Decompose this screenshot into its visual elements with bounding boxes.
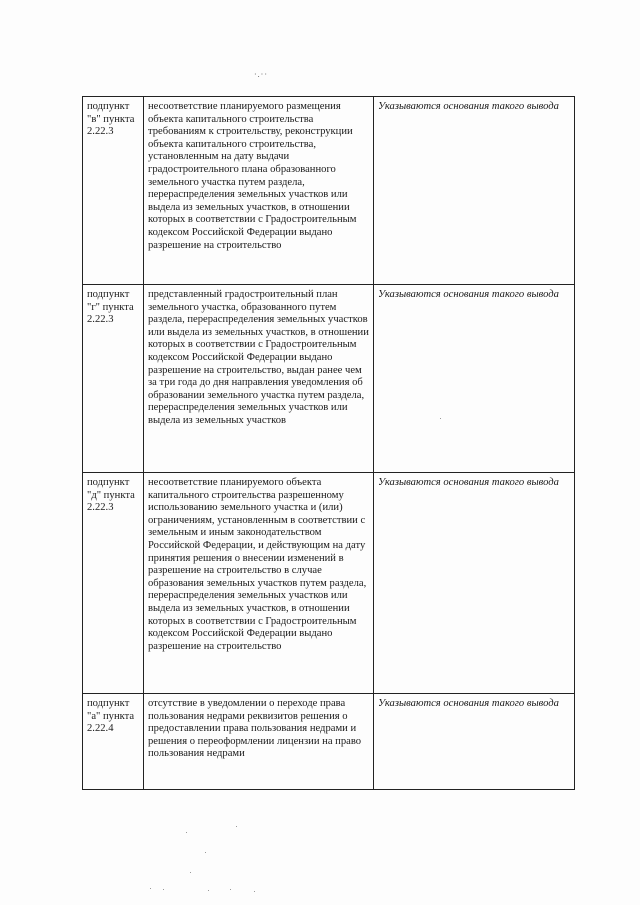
scan-speck — [440, 418, 441, 419]
refusal-ground-description: несоответствие планируемого объекта капитального строительства разрешенному использованию земельного участка и (или) ограничениям, установленным в соответствии с земельным и иным законодательством Российской Федерации, и действующим на дату принятия решения о внесении изменений в разрешение на строительство в случае образования земельных участков путем раздела, перераспределения земельных участков или выдела из земельных участков, в отношении которых в соответствии с Градостроительным кодексом Российской Федерации выдано разрешение на строительство — [144, 473, 374, 694]
conclusion-basis-note: Указываются основания такого вывода — [374, 473, 575, 694]
table-row — [83, 285, 575, 473]
scan-speck — [150, 888, 151, 889]
table-row — [83, 694, 575, 790]
clause-reference-letter: "г" пункта — [87, 301, 134, 313]
scan-speck — [208, 890, 209, 891]
scan-speck — [205, 852, 206, 853]
scan-speck — [186, 832, 187, 833]
clause-reference-number: 2.22.3 — [87, 502, 114, 514]
grounds-table — [82, 96, 575, 790]
table-row — [83, 473, 575, 694]
clause-reference-letter: "а" пункта — [87, 710, 135, 722]
clause-reference-word: подпункт — [87, 698, 130, 709]
table-row — [83, 97, 575, 285]
refusal-ground-description: представленный градостроительный план земельного участка, образованного путем раздела, перераспределения земельных участков или выдела из земельных участков, в отношении которых в соответствии с Градостроительным кодексом Российской Федерации выдано разрешение на строительство, выдан ранее чем за три года до дня направления уведомления об образовании земельного участка путем раздела, перераспределения земельных участков или выдела из земельных участков — [144, 285, 374, 473]
scan-speck — [190, 872, 191, 873]
clause-reference-number: 2.22.3 — [87, 314, 114, 326]
refusal-ground-description: отсутствие в уведомлении о переходе права пользования недрами реквизитов решения о предоставлении права пользования недрами и решения о переоформлении лицензии на право пользования недрами — [144, 694, 374, 790]
clause-reference-number: 2.22.3 — [87, 126, 114, 138]
scan-speck — [254, 891, 255, 892]
scan-speck — [230, 889, 231, 890]
clause-reference-letter: "в" пункта — [87, 113, 135, 125]
conclusion-basis-note: Указываются основания такого вывода — [374, 694, 575, 790]
clause-reference-number: 2.22.4 — [87, 723, 114, 735]
clause-reference-word: подпункт — [87, 101, 130, 112]
refusal-ground-description: несоответствие планируемого размещения объекта капитального строительства требованиям к строительству, реконструкции объекта капитального строительства, установленным на дату выдачи градостроительного плана образованного земельного участка путем раздела, перераспределения земельных участков или выдела из земельных участков, в отношении которых в соответствии с Градостроительным кодексом Российской Федерации выдано разрешение на строительство — [144, 97, 374, 285]
scan-page-mark: ·.·· — [254, 70, 268, 79]
clause-reference-cell — [83, 694, 144, 790]
scan-speck — [163, 889, 164, 890]
clause-reference-letter: "д" пункта — [87, 489, 135, 501]
clause-reference-word: подпункт — [87, 477, 130, 488]
clause-reference-cell — [83, 473, 144, 694]
clause-reference-cell — [83, 97, 144, 285]
conclusion-basis-note: Указываются основания такого вывода — [374, 97, 575, 285]
scan-speck — [236, 826, 237, 827]
clause-reference-word: подпункт — [87, 289, 130, 300]
conclusion-basis-note: Указываются основания такого вывода — [374, 285, 575, 473]
clause-reference-cell — [83, 285, 144, 473]
